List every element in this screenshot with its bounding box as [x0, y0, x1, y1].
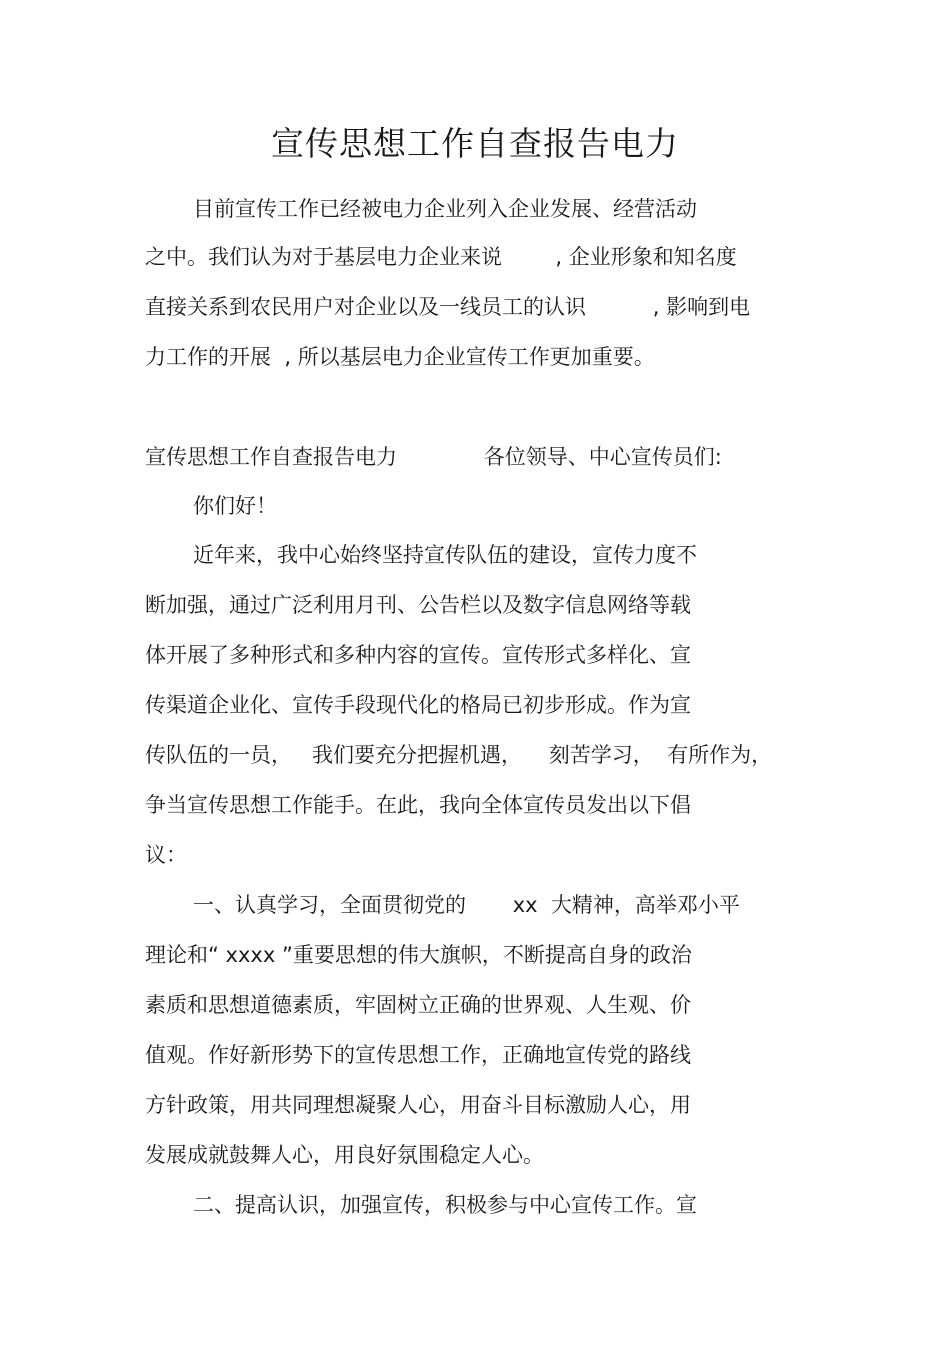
paragraph-line: 传渠道企业化、宣传手段现代化的格局已初步形成。作为宣: [145, 693, 691, 717]
paragraph-line: 体开展了多种形式和多种内容的宣传。宣传形式多样化、宣: [145, 643, 691, 667]
intro-line: 力工作的开展 , 所以基层电力企业宣传工作更加重要。: [145, 345, 655, 369]
intro-line: 直接关系到农民用户对企业以及一线员工的认识 , 影响到电: [145, 295, 751, 319]
paragraph-line: 近年来，我中心始终坚持宣传队伍的建设，宣传力度不: [193, 543, 697, 567]
paragraph-line: 断加强，通过广泛利用月刊、公告栏以及数字信息网络等载: [145, 593, 691, 617]
intro-line: 之中。我们认为对于基层电力企业来说 , 企业形象和知名度: [145, 245, 737, 269]
paragraph-line: 素质和思想道德素质，牢固树立正确的世界观、人生观、价: [145, 993, 691, 1017]
paragraph-line: 值观。作好新形势下的宣传思想工作，正确地宣传党的路线: [145, 1043, 691, 1067]
paragraph-line: 争当宣传思想工作能手。在此，我向全体宣传员发出以下倡: [145, 793, 691, 817]
section-heading-line: 宣传思想工作自查报告电力 各位领导、中心宣传员们:: [145, 445, 722, 469]
intro-line: 目前宣传工作已经被电力企业列入企业发展、经营活动: [193, 197, 697, 221]
paragraph-line: 理论和“ xxxx ”重要思想的伟大旗帜，不断提高自身的政治: [145, 943, 692, 967]
paragraph-line: 方针政策，用共同理想凝聚人心，用奋斗目标激励人心，用: [145, 1093, 691, 1117]
paragraph-line: 传队伍的一员， 我们要充分把握机遇， 刻苦学习， 有所作为，: [145, 743, 773, 767]
greeting: 你们好！: [193, 494, 277, 518]
paragraph-line: 一、认真学习，全面贯彻党的 xx 大精神，高举邓小平: [193, 893, 740, 917]
document-title: 宣传思想工作自查报告电力: [271, 124, 679, 163]
paragraph-line: 二、提高认识，加强宣传，积极参与中心宣传工作。宣: [193, 1193, 697, 1217]
paragraph-line: 发展成就鼓舞人心，用良好氛围稳定人心。: [145, 1143, 544, 1167]
paragraph-line: 议：: [145, 843, 187, 867]
